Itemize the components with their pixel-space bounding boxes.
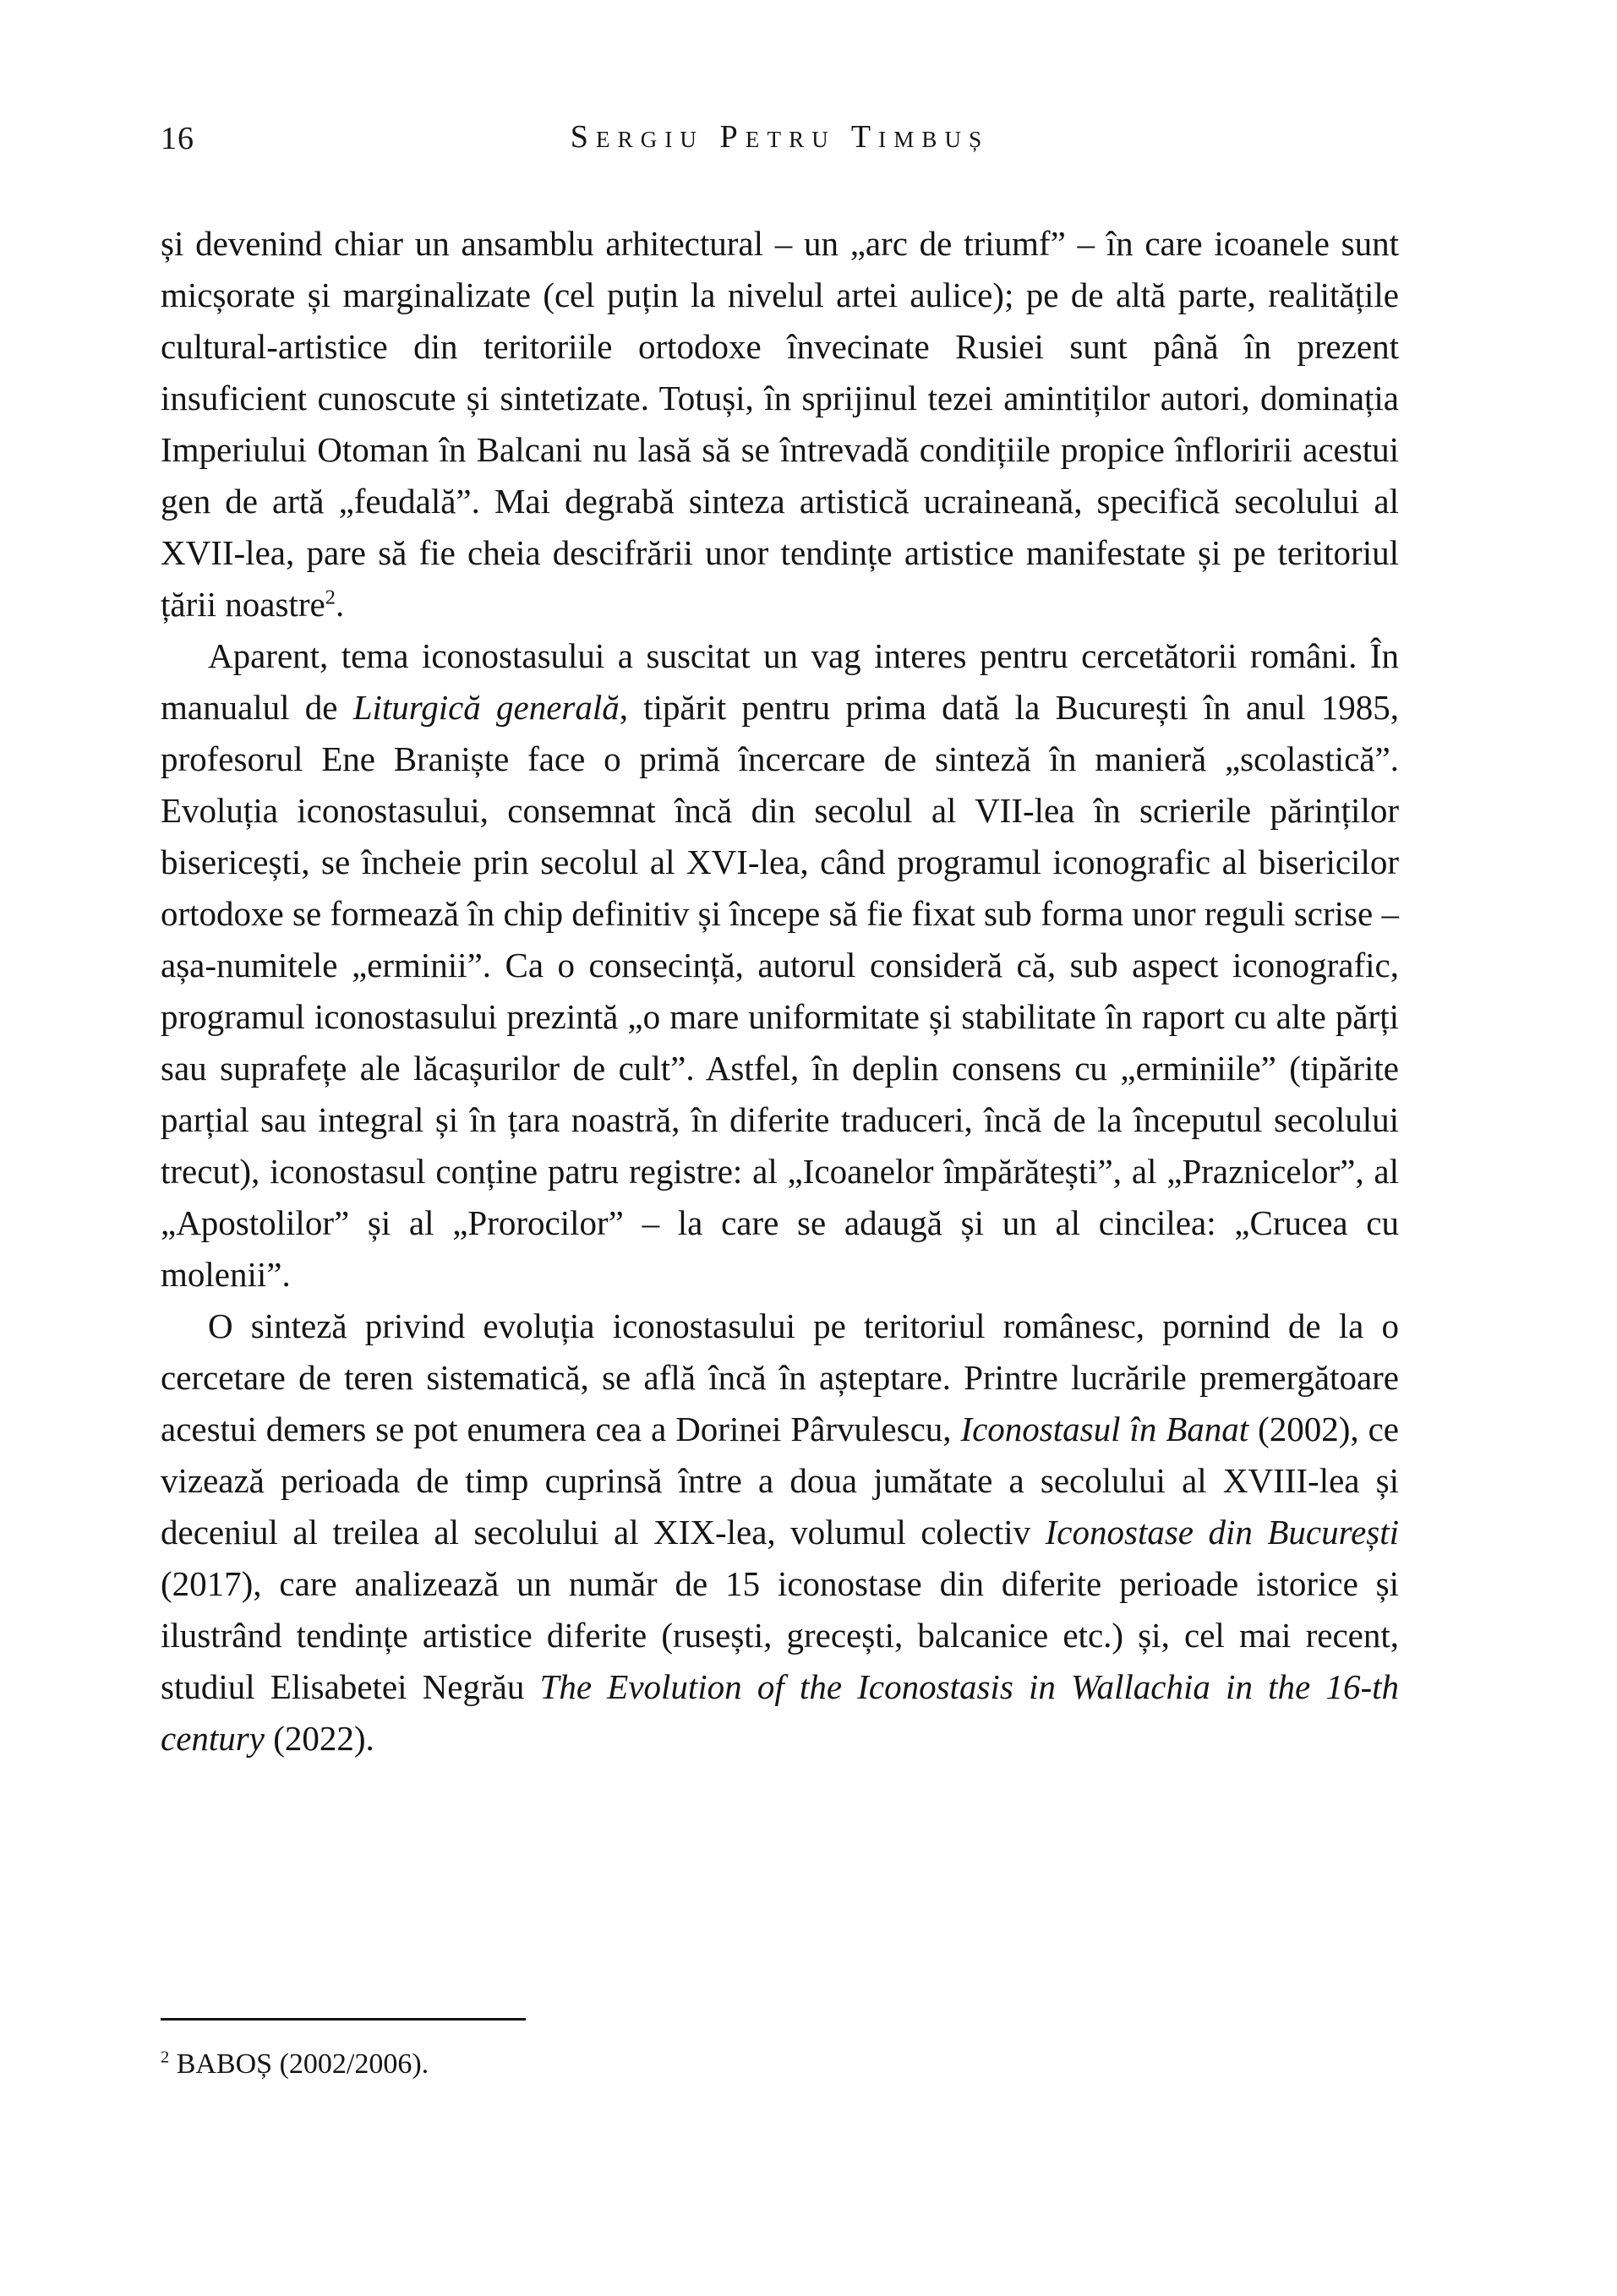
- text-run: , tipărit pentru prima dată la București în anul 1985, profesorul Ene Braniște face o primă încercare de sinteză în manieră „scolastică”. Evoluția iconostasului, consemnat încă din secolul al VII-lea în scrierile părinților bisericești, se încheie prin secolul al XVI-lea, când programul iconografic al bisericilor ortodoxe se formează în chip definitiv și începe să fie fixat sub forma unor reguli scrise – așa-numitele „erminii”. Ca o consecință, autorul consideră că, sub aspect iconografic, programul iconostasului prezintă „o mare uniformitate și stabilitate în raport cu alte părți sau suprafețe ale lăcașurilor de cult”. Astfel, în deplin consens cu „erminiile” (tipărite parțial sau integral și în țara noastră, în diferite traduceri, încă de la începutul secolului trecut), iconostasul conține patru registre: al „Icoanelor împărătești”, al „Praznicelor”, al „Apostolilor” și al „Prorocilor” – la care se adaugă și un al cincilea: „Crucea cu molenii”.: [161, 688, 1399, 1294]
- page-number: 16: [161, 121, 194, 156]
- footnote: [161, 2046, 1399, 2083]
- running-title: Sergiu Petru Timbuș: [570, 119, 990, 155]
- paragraph: [161, 630, 1399, 1301]
- text-run: (2022).: [264, 1719, 374, 1758]
- text-run: O sinteză privind evoluția iconostasului pe teritoriul românesc, pornind de la o cercetare de teren sistematică, se află încă în așteptare. Printre lucrările premergătoare acestui demers se pot enumera cea a Dorinei Pârvulescu,: [161, 1306, 1399, 1448]
- italic-text-run: Iconostasul în Banat: [960, 1410, 1249, 1448]
- paragraph: [161, 1301, 1399, 1764]
- footnote-marker: 2: [161, 2048, 170, 2067]
- text-run: și devenind chiar un ansamblu arhitectural – un „arc de triumf” – în care icoanele sunt micșorate și marginalizate (cel puțin la nivelul artei aulice); pe de altă parte, realitățile cultural-artistice din teritoriile ortodoxe învecinate Rusiei sunt până în prezent insuficient cunoscute și sintetizate. Totuși, în sprijinul tezei amintiților autori, dominația Imperiului Otoman în Balcani nu lasă să se întrevadă condițiile propice înfloririi acestui gen de artă „feudală”. Mai degrabă sinteza artistică ucraineană, specifică secolului al XVII-lea, pare să fie cheia descifrării unor tendințe artistice manifestate și pe teritoriul țării noastre: [161, 224, 1399, 624]
- italic-text-run: Iconostase din București: [1045, 1513, 1400, 1552]
- text-run: (2017), care analizează un număr de 15 iconostase din diferite perioade istorice și ilustrând tendințe artistice diferite (rusești, grecești, balcanice etc.) și, cel mai recent, studiul Elisabetei Negrău: [161, 1564, 1399, 1706]
- text-run: .: [335, 585, 345, 624]
- body-text: [161, 218, 1399, 1764]
- italic-text-run: The Evolution of the Iconostasis in Wallachia in the 16-th century: [161, 1667, 1399, 1758]
- footnote-separator: [161, 2018, 526, 2021]
- paragraph: [161, 218, 1399, 630]
- footnote-area: [161, 2018, 1399, 2083]
- text-run: Aparent, tema iconostasului a suscitat un vag interes pentru cercetătorii români. În manualul de: [161, 636, 1399, 727]
- footnote-text: BABOȘ (2002/2006).: [169, 2048, 429, 2080]
- italic-text-run: Liturgică generală: [352, 688, 620, 727]
- footnote-reference: 2: [325, 586, 336, 609]
- text-run: (2002), ce vizează perioada de timp cuprinsă între a doua jumătate a secolului al XVIII-lea și deceniul al treilea al secolului al XIX-lea, volumul colectiv: [161, 1410, 1399, 1552]
- page-header: [161, 118, 1399, 161]
